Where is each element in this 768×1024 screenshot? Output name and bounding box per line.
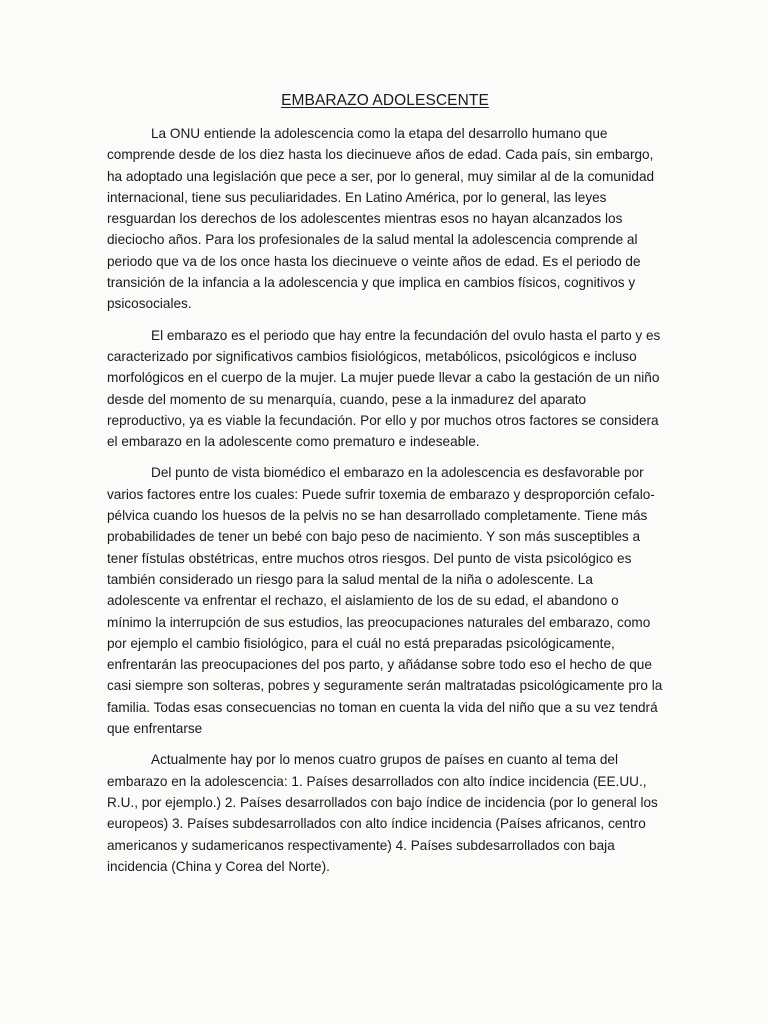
- paragraph-3: Del punto de vista biomédico el embarazo en la adolescencia es desfavorable por varios factores entre los cuales: Puede sufrir toxemia de embarazo y desproporción cefalo-pélvica cuando los huesos de la pelvis no se han desarrollado completamente. Tiene más probabilidades de tener un bebé con bajo peso de nacimiento. Y son más susceptibles a tener fístulas obstétricas, entre muchos otros riesgos. Del punto de vista psicológico es también considerado un riesgo para la salud mental de la niña o adolescente. La adolescente va enfrentar el rechazo, el aislamiento de los de su edad, el abandono o mínimo la interrupción de sus estudios, las preocupaciones naturales del embarazo, como por ejemplo el cambio fisiológico, para el cuál no está preparadas psicológicamente, enfrentarán las preocupaciones del pos parto, y añádanse sobre todo eso el hecho de que casi siempre son solteras, pobres y seguramente serán maltratadas psicológicamente pro la familia. Todas esas consecuencias no toman en cuenta la vida del niño que a su vez tendrá que enfrentarse: [107, 465, 663, 737]
- paragraph-1: La ONU entiende la adolescencia como la etapa del desarrollo humano que comprende desde de los diez hasta los diecinueve años de edad. Cada país, sin embargo, ha adoptado una legislación que pece a ser, por lo general, muy similar al de la comunidad internacional, tiene sus peculiaridades. En Latino América, por lo general, las leyes resguardan los derechos de los adolescentes mientras esos no hayan alcanzados los dieciocho años. Para los profesionales de la salud mental la adolescencia comprende al periodo que va de los once hasta los diecinueve o veinte años de edad. Es el periodo de transición de la infancia a la adolescencia y que implica en cambios físicos, cognitivos y psicosociales.: [107, 126, 655, 312]
- document-body: [107, 90, 663, 887]
- paragraph-2: El embarazo es el periodo que hay entre la fecundación del ovulo hasta el parto y es caracterizado por significativos cambios fisiológicos, metabólicos, psicológicos e incluso morfológicos en el cuerpo de la mujer. La mujer puede llevar a cabo la gestación de un niño desde del momento de su menarquía, cuando, pese a la inmadurez del aparato reproductivo, ya es viable la fecundación. Por ello y por muchos otros factores se considera el embarazo en la adolescente como prematuro e indeseable.: [107, 327, 661, 450]
- document-title: EMBARAZO ADOLESCENTE: [281, 92, 489, 109]
- paragraph-4: Actualmente hay por lo menos cuatro grupos de países en cuanto al tema del embarazo en la adolescencia: 1. Países desarrollados con alto índice incidencia (EE.UU., R.U., por ejemplo.) 2. Países desarrollados con bajo índice de incidencia (por lo general los europeos) 3. Países subdesarrollados con alto índice incidencia (Países africanos, centro americanos y sudamericanos respectivamente) 4. Países subdesarrollados con baja incidencia (China y Corea del Norte).: [107, 752, 658, 874]
